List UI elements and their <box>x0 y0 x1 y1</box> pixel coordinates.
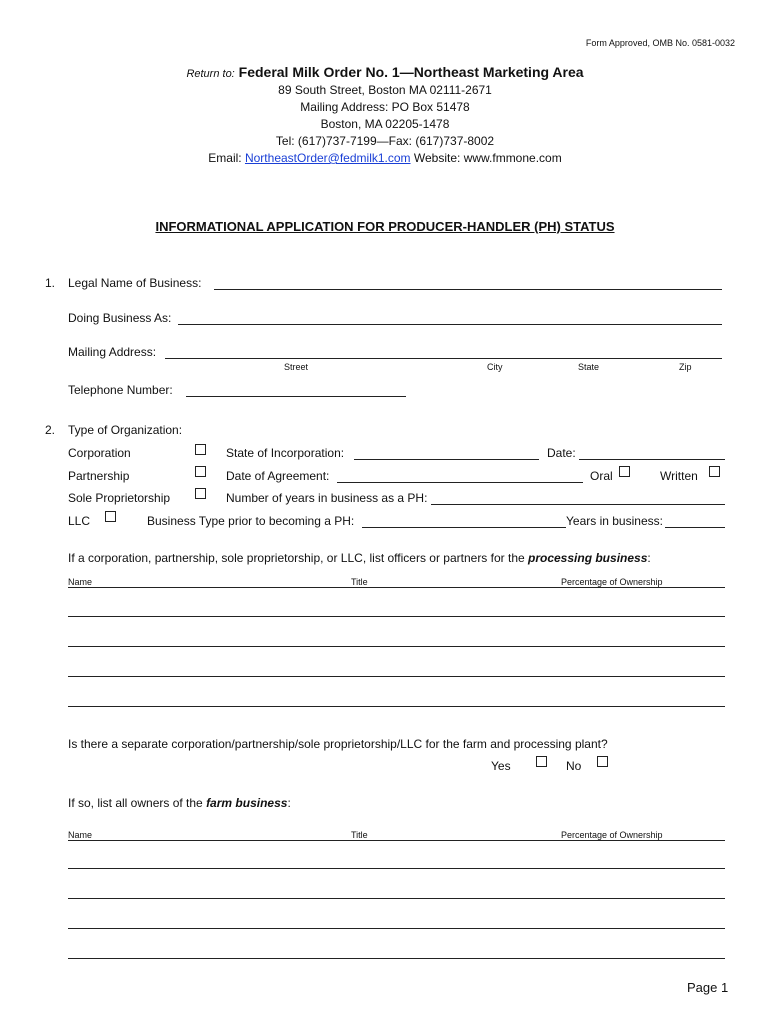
section-1-number: 1. <box>45 276 56 290</box>
farm-row-line[interactable] <box>68 958 725 959</box>
officers-header-line <box>68 587 725 588</box>
state-incorporation-field[interactable] <box>354 459 539 460</box>
officers-prefix: If a corporation, partnership, sole proprietorship, or LLC, list officers or partners for the <box>68 551 528 565</box>
officers-row-line[interactable] <box>68 706 725 707</box>
telephone-field[interactable] <box>186 396 406 397</box>
years-business-label: Years in business: <box>566 514 663 528</box>
years-business-field[interactable] <box>665 527 725 528</box>
yes-checkbox[interactable] <box>536 756 547 767</box>
officers-row-line[interactable] <box>68 646 725 647</box>
legal-name-field[interactable] <box>214 289 722 290</box>
llc-label: LLC <box>68 514 91 528</box>
street-address: 89 South Street, Boston MA 02111-2671 <box>278 83 492 97</box>
officers-emphasis: processing business <box>528 551 648 565</box>
city-address: Boston, MA 02205-1478 <box>320 117 450 131</box>
partnership-label: Partnership <box>68 469 130 483</box>
business-type-field[interactable] <box>362 527 566 528</box>
farm-col-name: Name <box>68 830 93 840</box>
incorporation-date-field[interactable] <box>579 459 725 460</box>
form-title: INFORMATIONAL APPLICATION FOR PRODUCER-HANDLER (PH) STATUS <box>155 219 615 234</box>
officers-row-line[interactable] <box>68 676 725 677</box>
mailing-address-label: Mailing Address: <box>68 345 157 359</box>
state-sublabel: State <box>578 362 600 372</box>
sole-proprietorship-label: Sole Proprietorship <box>68 491 171 505</box>
zip-sublabel: Zip <box>679 362 692 372</box>
legal-name-label: Legal Name of Business: <box>68 276 202 290</box>
section-2-number: 2. <box>45 423 56 437</box>
partnership-checkbox[interactable] <box>195 466 206 477</box>
oral-label: Oral <box>590 469 613 483</box>
phone-fax: Tel: (617)737-7199—Fax: (617)737-8002 <box>275 134 495 148</box>
email-label: Email: <box>208 151 242 165</box>
no-label: No <box>566 759 582 773</box>
officers-col-title: Title <box>351 577 368 587</box>
page-number: Page 1 <box>687 980 729 995</box>
mailing-address-field[interactable] <box>165 358 722 359</box>
officers-row-line[interactable] <box>68 616 725 617</box>
farm-col-percentage: Percentage of Ownership <box>561 830 663 840</box>
farm-row-line[interactable] <box>68 928 725 929</box>
officers-col-percentage: Percentage of Ownership <box>561 577 663 587</box>
officers-col-name: Name <box>68 577 93 587</box>
street-sublabel: Street <box>284 362 309 372</box>
no-checkbox[interactable] <box>597 756 608 767</box>
corporation-checkbox[interactable] <box>195 444 206 455</box>
written-label: Written <box>660 469 698 483</box>
return-address-block <box>0 64 770 165</box>
return-to-label: Return to: <box>186 68 235 80</box>
state-incorporation-label: State of Incorporation: <box>226 446 345 460</box>
org-type-label: Type of Organization: <box>68 423 183 437</box>
farm-row-line[interactable] <box>68 898 725 899</box>
oral-checkbox[interactable] <box>619 466 630 477</box>
officers-instruction <box>68 551 651 565</box>
corporation-label: Corporation <box>68 446 131 460</box>
farm-header-line <box>68 840 725 841</box>
dba-label: Doing Business As: <box>68 311 172 325</box>
email-link[interactable]: NortheastOrder@fedmilk1.com <box>244 151 411 165</box>
farm-row-line[interactable] <box>68 868 725 869</box>
llc-checkbox[interactable] <box>105 511 116 522</box>
organization-name: Federal Milk Order No. 1—Northeast Marketing Area <box>238 64 584 80</box>
written-checkbox[interactable] <box>709 466 720 477</box>
date-agreement-field[interactable] <box>337 482 583 483</box>
website: Website: www.fmmone.com <box>413 151 562 165</box>
farm-col-title: Title <box>351 830 368 840</box>
dba-field[interactable] <box>178 324 722 325</box>
yes-label: Yes <box>491 759 511 773</box>
contact-line <box>0 151 770 165</box>
sole-proprietorship-checkbox[interactable] <box>195 488 206 499</box>
incorporation-date-label: Date: <box>547 446 576 460</box>
business-type-label: Business Type prior to becoming a PH: <box>147 514 355 528</box>
mailing-address: Mailing Address: PO Box 51478 <box>300 100 470 114</box>
telephone-label: Telephone Number: <box>68 383 173 397</box>
farm-emphasis: farm business <box>206 796 288 810</box>
farm-prefix: If so, list all owners of the <box>68 796 207 810</box>
omb-approval: Form Approved, OMB No. 0581-0032 <box>585 38 735 48</box>
date-agreement-label: Date of Agreement: <box>226 469 330 483</box>
farm-suffix: : <box>287 796 291 810</box>
separate-entity-question: Is there a separate corporation/partnership/sole proprietorship/LLC for the farm and processing plant? <box>68 737 608 751</box>
years-ph-field[interactable] <box>431 504 725 505</box>
farm-owners-instruction <box>68 796 291 810</box>
city-sublabel: City <box>487 362 503 372</box>
officers-suffix: : <box>647 551 651 565</box>
years-ph-label: Number of years in business as a PH: <box>226 491 428 505</box>
